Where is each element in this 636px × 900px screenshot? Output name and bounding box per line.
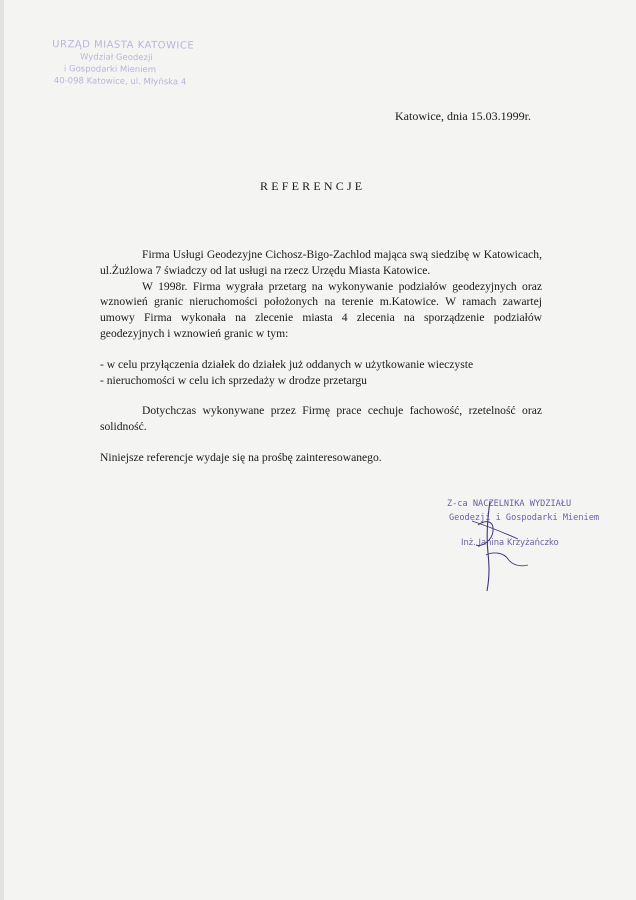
signatory-name: Inż. Janina Krzyżańczko bbox=[461, 537, 559, 547]
list-item: - nieruchomości w celu ich sprzedaży w drodze przetargu bbox=[100, 373, 367, 387]
handwritten-signature bbox=[460, 495, 540, 595]
office-stamp bbox=[52, 39, 222, 89]
letter-title: REFERENCJE bbox=[260, 179, 366, 193]
letter-date: Katowice, dnia 15.03.1999r. bbox=[395, 109, 531, 123]
signature-stamp-line: Geodezji i Gospodarki Mieniem bbox=[449, 513, 600, 523]
paragraph-intro: Firma Usługi Geodezyjne Cichosz-Bigo-Zachlod mająca swą siedzibę w Katowicach, ul.Żużlowa 7 świadczy od lat usługi na rzecz Urzędu Miasta Katowice. bbox=[100, 248, 542, 277]
page-edge-shadow bbox=[0, 0, 4, 900]
office-stamp-line: URZĄD MIASTA KATOWICE bbox=[52, 39, 195, 52]
paragraph-tender: W 1998r. Firma wygrała przetarg na wykonywanie podziałów geodezyjnych oraz wznowień granic nieruchomości położonych na terenie m.Katowice. W ramach zawartej umowy Firma wykonała na zlecenie miasta 4 zlecenia na sporządzenie podziałów geodezyjnych i wznowień granic w tym: bbox=[100, 279, 542, 340]
office-stamp-line: i Gospodarki Mieniem bbox=[63, 64, 157, 76]
office-stamp-line: 40-098 Katowice, ul. Młyńska 4 bbox=[53, 76, 187, 88]
paragraph-closing: Niniejsze referencje wydaje się na prośbę zainteresowanego. bbox=[100, 450, 382, 464]
office-stamp-line: Wydział Geodezji bbox=[80, 52, 153, 64]
signature-stamp-line: Z-ca NACZELNIKA WYDZIAŁU bbox=[447, 499, 572, 509]
paragraph-quality: Dotychczas wykonywane przez Firmę prace cechuje fachowość, rzetelność oraz solidność. bbox=[100, 404, 542, 434]
letter-body bbox=[100, 247, 542, 466]
list-item: - w celu przyłączenia działek do działek już oddanych w użytkowanie wieczyste bbox=[100, 357, 474, 371]
